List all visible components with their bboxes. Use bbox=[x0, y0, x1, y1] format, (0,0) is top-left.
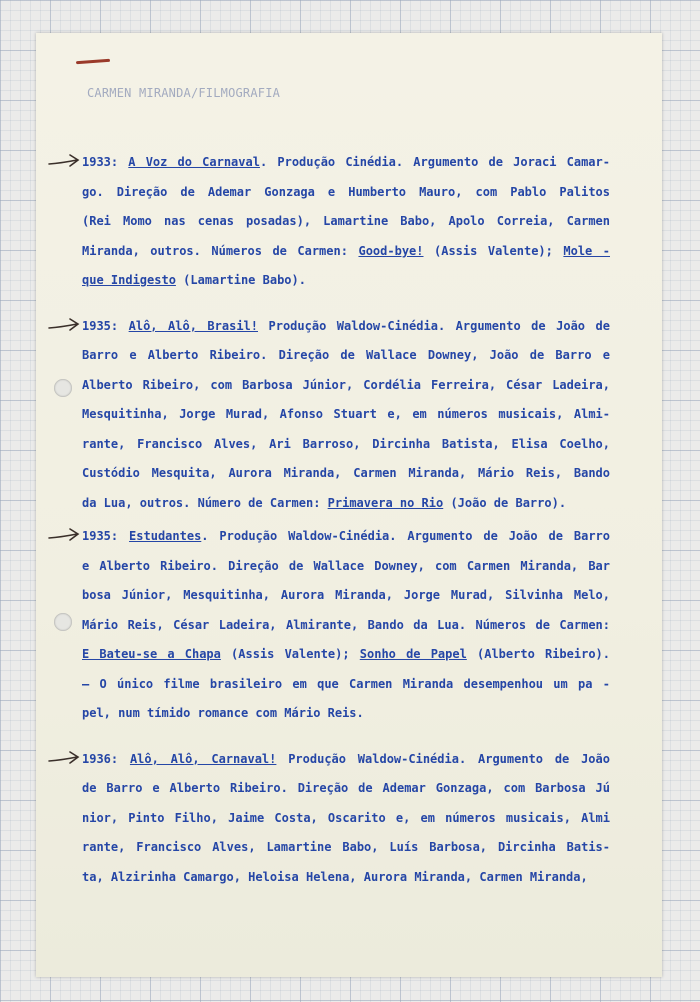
entry-text: Produção Waldow-Cinédia. Argumento de João de bbox=[258, 318, 610, 333]
film-title: Alô, Alô, Brasil! bbox=[128, 318, 258, 333]
entry-text: (Alberto Ribeiro). bbox=[466, 647, 610, 661]
arrow-marker-icon bbox=[48, 152, 80, 172]
arrow-marker-icon bbox=[48, 316, 80, 336]
entry-text: de Barro e Alberto Ribeiro. Direção de Ademar Gonzaga, com Barbosa Jú bbox=[82, 781, 610, 795]
film-entry bbox=[82, 522, 610, 729]
film-title: Alô, Alô, Carnaval! bbox=[129, 751, 277, 766]
entry-line bbox=[82, 237, 610, 267]
film-entry bbox=[82, 148, 610, 296]
entry-line bbox=[82, 774, 610, 804]
film-title: A Voz do Carnaval bbox=[128, 155, 260, 169]
entry-text: (João de Barro). bbox=[443, 495, 567, 510]
entry-line bbox=[82, 430, 610, 460]
entry-text: ta, Alzirinha Camargo, Heloisa Helena, Aurora Miranda, Carmen Miranda, bbox=[82, 869, 588, 884]
entry-text: Mário Reis, César Ladeira, Almirante, Bando da Lua. Números de Carmen: bbox=[82, 617, 610, 632]
entry-line bbox=[82, 489, 610, 519]
entry-text: . Produção Cinédia. Argumento de Joraci Camar- bbox=[259, 155, 610, 169]
entry-text: 1936: bbox=[82, 751, 130, 766]
entry-line bbox=[82, 745, 610, 775]
entry-line bbox=[82, 863, 610, 893]
entry-line bbox=[82, 148, 610, 178]
filmography-list bbox=[82, 148, 610, 896]
entry-text: e Alberto Ribeiro. Direção de Wallace Downey, com Carmen Miranda, Bar bbox=[82, 558, 610, 573]
punch-hole bbox=[54, 613, 72, 631]
punch-hole bbox=[54, 379, 72, 397]
entry-text: rante, Francisco Alves, Ari Barroso, Dircinha Batista, Elisa Coelho, bbox=[82, 436, 610, 451]
entry-text: 1935: bbox=[82, 318, 129, 333]
entry-text: bosa Júnior, Mesquitinha, Aurora Miranda, Jorge Murad, Silvinha Melo, bbox=[82, 588, 610, 602]
entry-line bbox=[82, 178, 610, 208]
entry-text: pel, num tímido romance com Mário Reis. bbox=[82, 706, 364, 720]
entry-line bbox=[82, 804, 610, 834]
entry-line bbox=[82, 341, 610, 371]
entry-text: da Lua, outros. Número de Carmen: bbox=[82, 495, 328, 510]
entry-line bbox=[82, 581, 610, 611]
entry-line bbox=[82, 312, 610, 342]
film-title: que Indigesto bbox=[82, 273, 176, 287]
entry-text: Alberto Ribeiro, com Barbosa Júnior, Cordélia Ferreira, César Ladeira, bbox=[82, 377, 610, 392]
entry-line bbox=[82, 699, 610, 729]
entry-text: rante, Francisco Alves, Lamartine Babo, Luís Barbosa, Dircinha Batis- bbox=[82, 840, 610, 854]
pin-mark bbox=[76, 59, 110, 64]
entry-text: go. Direção de Ademar Gonzaga e Humberto Mauro, com Pablo Palitos bbox=[82, 184, 610, 199]
film-title: Good-bye! bbox=[358, 243, 424, 258]
entry-text: nior, Pinto Filho, Jaime Costa, Oscarito e, em números musicais, Almi bbox=[82, 810, 610, 825]
entry-text: Produção Waldow-Cinédia. Argumento de João bbox=[276, 751, 610, 766]
entry-line bbox=[82, 640, 610, 670]
entry-text: (Assis Valente); bbox=[423, 243, 564, 258]
film-title: Mole - bbox=[563, 243, 610, 258]
entry-line bbox=[82, 207, 610, 237]
entry-line bbox=[82, 670, 610, 700]
film-title: Primavera no Rio bbox=[327, 495, 444, 510]
entry-line bbox=[82, 833, 610, 863]
entry-line bbox=[82, 552, 610, 582]
entry-text: 1933: bbox=[82, 155, 129, 169]
entry-text: Custódio Mesquita, Aurora Miranda, Carmen Miranda, Mário Reis, Bando bbox=[82, 466, 610, 480]
entry-text: . Produção Waldow-Cinédia. Argumento de João de Barro bbox=[201, 529, 610, 543]
entry-line bbox=[82, 459, 610, 489]
film-entry bbox=[82, 745, 610, 893]
entry-text: (Assis Valente); bbox=[220, 647, 360, 661]
arrow-marker-icon bbox=[48, 749, 80, 769]
entry-line bbox=[82, 266, 610, 296]
entry-line bbox=[82, 611, 610, 641]
entry-line bbox=[82, 400, 610, 430]
entry-text: (Lamartine Babo). bbox=[175, 273, 306, 287]
entry-text: 1935: bbox=[82, 529, 130, 543]
entry-line bbox=[82, 522, 610, 552]
entry-text: Barro e Alberto Ribeiro. Direção de Wallace Downey, João de Barro e bbox=[82, 348, 610, 362]
film-title: E Bateu-se a Chapa bbox=[82, 647, 221, 661]
film-title: Sonho de Papel bbox=[359, 647, 467, 661]
arrow-marker-icon bbox=[48, 526, 80, 546]
entry-text: Mesquitinha, Jorge Murad, Afonso Stuart e, em números musicais, Almi- bbox=[82, 407, 610, 421]
document-header: CARMEN MIRANDA/FILMOGRAFIA bbox=[87, 86, 281, 100]
film-entry bbox=[82, 312, 610, 519]
entry-text: (Rei Momo nas cenas posadas), Lamartine Babo, Apolo Correia, Carmen bbox=[82, 214, 610, 228]
film-title: Estudantes bbox=[129, 529, 202, 543]
entry-line bbox=[82, 371, 610, 401]
entry-text: Miranda, outros. Números de Carmen: bbox=[82, 243, 359, 258]
entry-text: — O único filme brasileiro em que Carmen Miranda desempenhou um pa - bbox=[82, 676, 610, 691]
